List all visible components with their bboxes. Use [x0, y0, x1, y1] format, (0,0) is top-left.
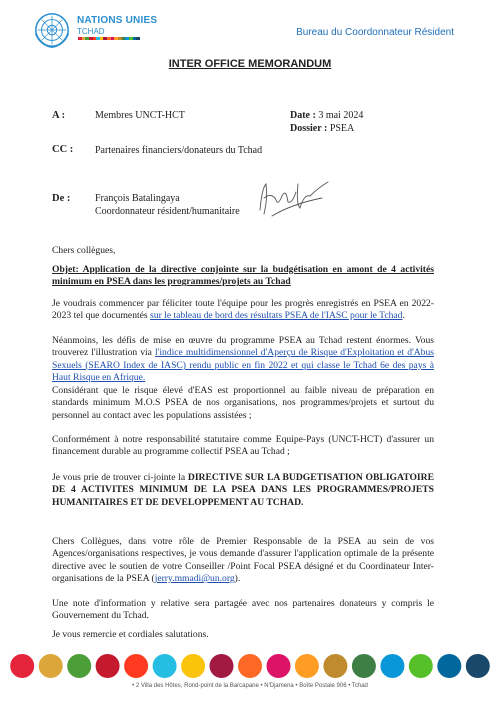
- sdg-dot: [124, 654, 148, 678]
- p6-text: Chers Collègues, dans votre rôle de Premier Responsable de la PSEA au sein de vos Agences/organisations respectives, je vous demande d'assurer l'application optimale de la présente directive avec le soutien de votre Conseiller /Point Focal PSEA désigné et du Coordinateur Inter-organisations de la PSEA (: [52, 536, 434, 585]
- objet-text: Application de la directive conjointe sur la budgétisation en amont de 4 activités minimum en PSEA dans les programmes/projets au Tchad: [52, 264, 434, 288]
- sdg-dot: [295, 654, 319, 678]
- paragraph-3: Considérant que le risque élevé d'EAS est proportionnel au faible niveau de préparation en standards minimum M.O.S PSEA de nos organisations, nos programmes/projets et surtout du personnel au contact avec les populations assistées ;: [52, 385, 434, 421]
- a-value: Membres UNCT-HCT: [95, 110, 185, 121]
- paragraph-2: [52, 335, 434, 385]
- dossier-label: Dossier :: [290, 123, 328, 134]
- p6-end: ).: [234, 573, 241, 585]
- paragraph-4: Conformément à notre responsabilité statutaire comme Equipe-Pays (UNCT-HCT) d'assurer un financement durable au programme collectif PSEA au Tchad ;: [52, 434, 434, 458]
- signature-icon: [252, 174, 332, 224]
- sdg-dot: [67, 654, 91, 678]
- searo-index-link[interactable]: l'indice multidimensionnel d'Aperçu de Risque d'Exploitation et d'Abus Sexuels (SEARO Index de IASC) rendu public en fin 2022 et qui classe le Tchad 6e des pays à Haut Risque en Afrique.: [52, 347, 434, 384]
- dossier-line: [290, 123, 354, 134]
- de-name: François Batalingaya: [95, 193, 180, 204]
- memo-title: INTER OFFICE MEMORANDUM: [168, 58, 332, 70]
- email-link[interactable]: jerry.mmadi@un.org: [154, 573, 235, 585]
- date-label: Date :: [290, 110, 316, 121]
- paragraph-8: Je vous remercie et cordiales salutations.: [52, 629, 209, 640]
- sdg-dot: [96, 654, 120, 678]
- sdg-dot: [267, 654, 291, 678]
- footer-address: • 2 Villa des Hôtes, Rond-point de la Barcapane • N'Djamena • Boîte Postale 906 • Tchad: [132, 683, 368, 689]
- de-label: De :: [52, 193, 71, 204]
- sdg-dot: [210, 654, 234, 678]
- sdg-dot: [352, 654, 376, 678]
- date-value: 3 mai 2024: [315, 110, 364, 121]
- p5-directive: DIRECTIVE SUR LA BUDGETISATION OBLIGATOIRE DE 4 ACTIVITES MINIMUM DE LA PSEA DANS LES PROGRAMMES/PROJETS HUMANITAIRES ET DE DEVELOPPEMENT AU TCHAD.: [52, 472, 434, 508]
- sdg-dot: [153, 654, 177, 678]
- bureau-title: Bureau du Coordonnateur Résident: [296, 27, 454, 38]
- p1-end: .: [402, 310, 405, 322]
- cc-value: Partenaires financiers/donateurs du Tchad: [95, 145, 263, 156]
- p1-text: Je voudrais commencer par féliciter toute l'équipe pour les progrès enregistrés en PSEA en 2022-2023 tel que documentés: [52, 298, 434, 322]
- objet-label: Objet:: [52, 264, 83, 275]
- sdg-dot: [409, 654, 433, 678]
- de-role: Coordonnateur résident/humanitaire: [95, 206, 240, 217]
- paragraph-1: [52, 298, 434, 323]
- org-name: NATIONS UNIES: [77, 15, 158, 26]
- iasc-dashboard-link[interactable]: sur le tableau de bord des résultats PSEA de l'IASC pour le Tchad: [150, 310, 403, 322]
- greeting: Chers collègues,: [52, 245, 116, 256]
- paragraph-7: Une note d'information y relative sera partagée avec nos partenaires donateurs y compris le Gouvernement du Tchad.: [52, 598, 434, 622]
- sdg-color-strip: [78, 37, 140, 40]
- org-country: TCHAD: [77, 27, 105, 36]
- sdg-strip-segment: [136, 37, 140, 40]
- un-emblem-icon: [33, 11, 71, 49]
- sdg-dot: [10, 654, 34, 678]
- dossier-value: PSEA: [327, 123, 355, 134]
- p2-text: Néanmoins, les défis de mise en œuvre du programme PSEA au Tchad restent énormes. Vous trouverez l'illustration via: [52, 335, 434, 359]
- sdg-dot: [466, 654, 490, 678]
- sdg-dots-footer: [8, 653, 492, 679]
- sdg-dot: [39, 654, 63, 678]
- sdg-dot: [437, 654, 461, 678]
- paragraph-5: [52, 472, 434, 509]
- cc-label: CC :: [52, 144, 74, 155]
- sdg-dot: [323, 654, 347, 678]
- p5-text: Je vous prie de trouver ci-jointe la: [52, 472, 188, 483]
- paragraph-6: [52, 536, 434, 586]
- objet-line: [52, 264, 434, 289]
- sdg-dot: [181, 654, 205, 678]
- sdg-dot: [238, 654, 262, 678]
- date-line: [290, 110, 363, 121]
- a-label: A :: [52, 110, 66, 121]
- sdg-dot: [380, 654, 404, 678]
